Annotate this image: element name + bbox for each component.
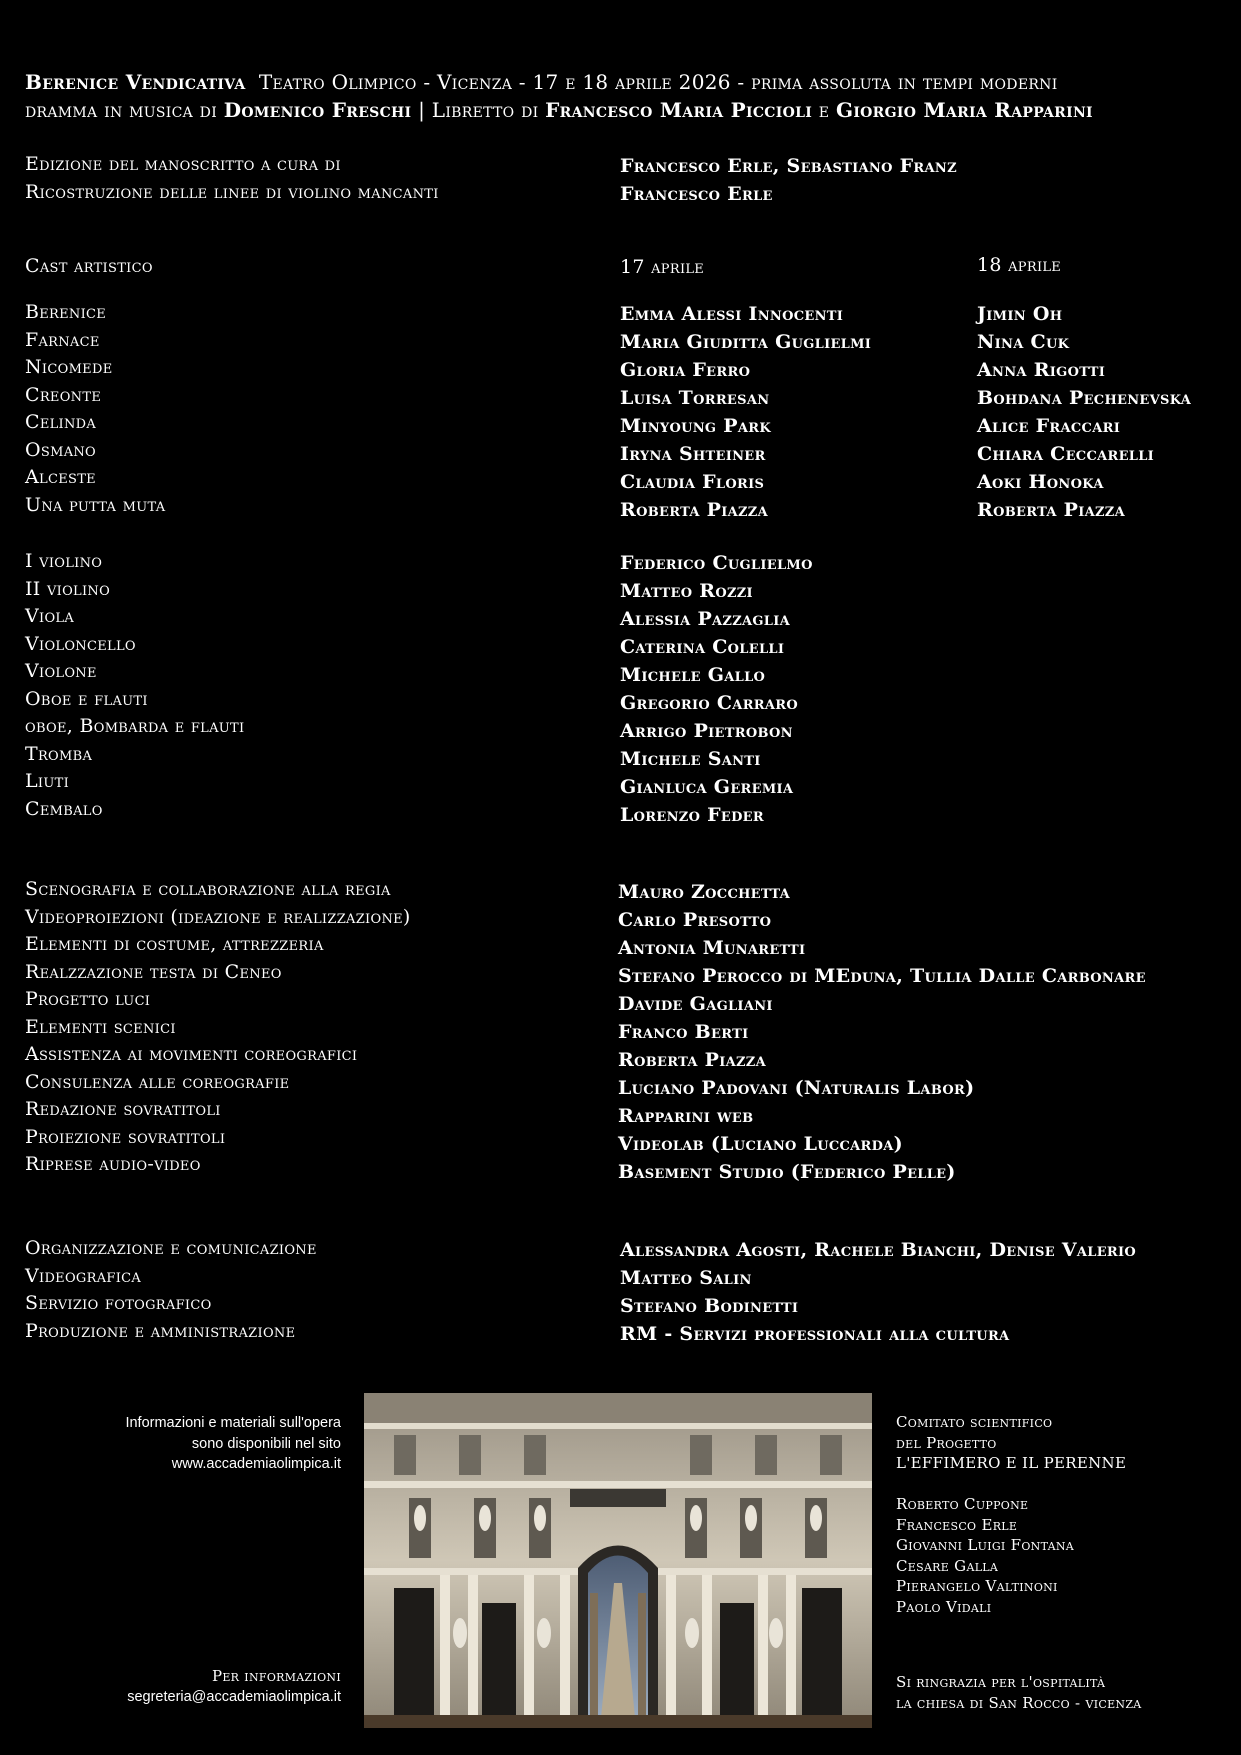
staff-name: Stefano Perocco di MEduna, Tullia Dalle Carbonare bbox=[618, 965, 1146, 987]
player-item: Michele Gallo bbox=[620, 664, 766, 686]
orchestra-instruments bbox=[25, 548, 244, 823]
singer-item: Alice Fraccari bbox=[977, 415, 1121, 437]
singer-item: Luisa Torresan bbox=[620, 387, 770, 409]
thanks-line: la chiesa di San Rocco - vicenza bbox=[896, 1693, 1142, 1712]
page-header bbox=[25, 68, 1093, 124]
composer-prefix: dramma in musica di bbox=[25, 98, 218, 122]
edition-label: Edizione del manoscritto a cura di bbox=[25, 153, 341, 175]
singer-item: Roberta Piazza bbox=[977, 499, 1125, 521]
spacer bbox=[896, 1474, 1126, 1495]
librettist-prefix: | Libretto di bbox=[418, 98, 539, 122]
org-name: RM - Servizi professionali alla cultura bbox=[620, 1323, 1010, 1345]
thanks-line: Si ringrazia per l'ospitalità bbox=[896, 1673, 1106, 1691]
player-item: Lorenzo Feder bbox=[620, 804, 764, 826]
thanks-block bbox=[896, 1672, 1142, 1713]
player-item: Gianluca Geremia bbox=[620, 776, 794, 798]
staff-role: Elementi scenici bbox=[25, 1015, 176, 1038]
comitato-title: L'EFFIMERO E IL PERENNE bbox=[896, 1454, 1127, 1472]
librettist-2: Giorgio Maria Rapparini bbox=[835, 98, 1093, 122]
singer-item: Minyoung Park bbox=[620, 415, 771, 437]
staff-role: Riprese audio-video bbox=[25, 1153, 201, 1175]
date-18-heading: 18 aprile bbox=[977, 254, 1062, 276]
player-item: Michele Santi bbox=[620, 748, 761, 770]
org-role: Organizzazione e comunicazione bbox=[25, 1237, 317, 1259]
staff-name: Luciano Padovani (Naturalis Labor) bbox=[618, 1077, 975, 1099]
comitato-member: Giovanni Luigi Fontana bbox=[896, 1536, 1075, 1554]
role-item: Celinda bbox=[25, 411, 97, 433]
singer-item: Aoki Honoka bbox=[977, 471, 1104, 493]
player-item: Federico Cuglielmo bbox=[620, 552, 813, 574]
info-line: Informazioni e materiali sull'opera bbox=[125, 1415, 341, 1431]
venue-date-line: Teatro Olimpico - Vicenza - 17 e 18 aprile 2026 - prima assoluta in tempi moderni bbox=[258, 70, 1058, 94]
instrument-item: Violoncello bbox=[25, 632, 136, 655]
singer-item: Iryna Shteiner bbox=[620, 443, 766, 465]
org-role: Produzione e amministrazione bbox=[25, 1319, 296, 1342]
singer-item: Anna Rigotti bbox=[977, 359, 1106, 381]
comitato-member: Cesare Galla bbox=[896, 1556, 999, 1575]
comitato-title: Comitato scientifico bbox=[896, 1413, 1053, 1431]
staff-role: Assistenza ai movimenti coreografici bbox=[25, 1043, 358, 1065]
instrument-item: I violino bbox=[25, 550, 103, 572]
theatre-photo bbox=[364, 1393, 872, 1728]
instrument-item: Viola bbox=[25, 605, 75, 627]
singer-item: Nina Cuk bbox=[977, 331, 1070, 353]
staff-role: Videoproiezioni (ideazione e realizzazione) bbox=[25, 905, 411, 928]
staff-role: Elementi di costume, attrezzeria bbox=[25, 933, 324, 955]
role-item: Una putta muta bbox=[25, 493, 166, 516]
comitato-member: Roberto Cuppone bbox=[896, 1495, 1029, 1513]
comitato-block bbox=[896, 1412, 1126, 1617]
contact-block bbox=[127, 1666, 341, 1707]
header-line-2 bbox=[25, 96, 1093, 124]
librettist-and: e bbox=[818, 98, 830, 122]
singer-item: Jimin Oh bbox=[977, 303, 1063, 325]
organization-names bbox=[620, 1236, 1136, 1348]
role-item: Alceste bbox=[25, 466, 96, 488]
staff-name: Davide Gagliani bbox=[618, 993, 773, 1015]
staff-name: Carlo Presotto bbox=[618, 909, 772, 931]
role-item: Farnace bbox=[25, 328, 100, 351]
staff-role: Redazione sovratitoli bbox=[25, 1098, 221, 1120]
staff-name: Franco Berti bbox=[618, 1021, 749, 1043]
org-name: Matteo Salin bbox=[620, 1267, 752, 1289]
staff-name: Rapparini web bbox=[618, 1105, 754, 1127]
orchestra-players bbox=[620, 549, 813, 829]
edition-labels bbox=[25, 151, 439, 206]
org-role: Videografica bbox=[25, 1264, 142, 1287]
cast-17-list bbox=[620, 300, 871, 524]
comitato-member: Francesco Erle bbox=[896, 1515, 1018, 1534]
info-text bbox=[125, 1413, 341, 1475]
player-item: Gregorio Carraro bbox=[620, 692, 799, 714]
role-item: Berenice bbox=[25, 301, 107, 323]
cast-18-list bbox=[977, 300, 1191, 524]
edition-value: Francesco Erle, Sebastiano Franz bbox=[620, 155, 957, 177]
staff-role: Progetto luci bbox=[25, 988, 151, 1010]
staff-name: Roberta Piazza bbox=[618, 1049, 766, 1071]
contact-label: Per informazioni bbox=[211, 1667, 341, 1685]
staff-role: Consulenza alle coreografie bbox=[25, 1070, 290, 1093]
staff-names bbox=[618, 878, 1146, 1186]
singer-item: Emma Alessi Innocenti bbox=[620, 303, 844, 325]
singer-item: Roberta Piazza bbox=[620, 499, 768, 521]
instrument-item: Cembalo bbox=[25, 797, 103, 820]
staff-name: Antonia Munaretti bbox=[618, 937, 806, 959]
edition-value: Francesco Erle bbox=[620, 183, 773, 205]
org-name: Alessandra Agosti, Rachele Bianchi, Denise Valerio bbox=[620, 1239, 1137, 1261]
edition-values bbox=[620, 152, 957, 208]
instrument-item: Liuti bbox=[25, 770, 70, 792]
instrument-item: Oboe e flauti bbox=[25, 687, 148, 710]
player-item: Matteo Rozzi bbox=[620, 580, 753, 602]
org-name: Stefano Bodinetti bbox=[620, 1295, 799, 1317]
comitato-member: Paolo Vidali bbox=[896, 1597, 992, 1616]
singer-item: Bohdana Pechenevska bbox=[977, 387, 1192, 409]
player-item: Alessia Pazzaglia bbox=[620, 608, 791, 630]
header-line-1 bbox=[25, 68, 1093, 96]
org-role: Servizio fotografico bbox=[25, 1292, 212, 1314]
player-item: Caterina Colelli bbox=[620, 636, 785, 658]
librettist-1: Francesco Maria Piccioli bbox=[545, 98, 813, 122]
website-link[interactable]: www.accademiaolimpica.it bbox=[171, 1456, 341, 1472]
singer-item: Gloria Ferro bbox=[620, 359, 751, 381]
singer-item: Claudia Floris bbox=[620, 471, 765, 493]
contact-email[interactable]: segreteria@accademiaolimpica.it bbox=[127, 1688, 341, 1705]
organization-roles bbox=[25, 1235, 317, 1345]
singer-item: Maria Giuditta Guglielmi bbox=[620, 331, 872, 353]
singer-item: Chiara Ceccarelli bbox=[977, 443, 1155, 465]
role-item: Creonte bbox=[25, 383, 102, 406]
comitato-title: del Progetto bbox=[896, 1433, 997, 1452]
role-item: Osmano bbox=[25, 438, 97, 461]
composer-name: Domenico Freschi bbox=[223, 98, 412, 122]
role-item: Nicomede bbox=[25, 356, 113, 378]
staff-name: Videolab (Luciano Luccarda) bbox=[618, 1133, 903, 1155]
staff-roles bbox=[25, 876, 411, 1179]
comitato-member: Pierangelo Valtinoni bbox=[896, 1577, 1058, 1595]
edition-label: Ricostruzione delle linee di violino mancanti bbox=[25, 180, 439, 203]
instrument-item: oboe, Bombarda e flauti bbox=[25, 715, 245, 737]
cast-roles bbox=[25, 299, 165, 519]
staff-role: Scenografia e collaborazione alla regia bbox=[25, 878, 391, 900]
staff-role: Realzzazione testa di Ceneo bbox=[25, 960, 282, 983]
date-17-heading: 17 aprile bbox=[620, 256, 705, 278]
instrument-item: Violone bbox=[25, 660, 97, 682]
staff-name: Mauro Zocchetta bbox=[618, 881, 791, 903]
instrument-item: Tromba bbox=[25, 742, 93, 765]
cast-heading: Cast artistico bbox=[25, 255, 153, 277]
staff-role: Proiezione sovratitoli bbox=[25, 1125, 226, 1148]
staff-name: Basement Studio (Federico Pelle) bbox=[618, 1161, 956, 1183]
opera-title: Berenice Vendicativa bbox=[25, 70, 246, 94]
player-item: Arrigo Pietrobon bbox=[620, 720, 793, 742]
instrument-item: II violino bbox=[25, 577, 111, 600]
info-line: sono disponibili nel sito bbox=[191, 1435, 341, 1452]
